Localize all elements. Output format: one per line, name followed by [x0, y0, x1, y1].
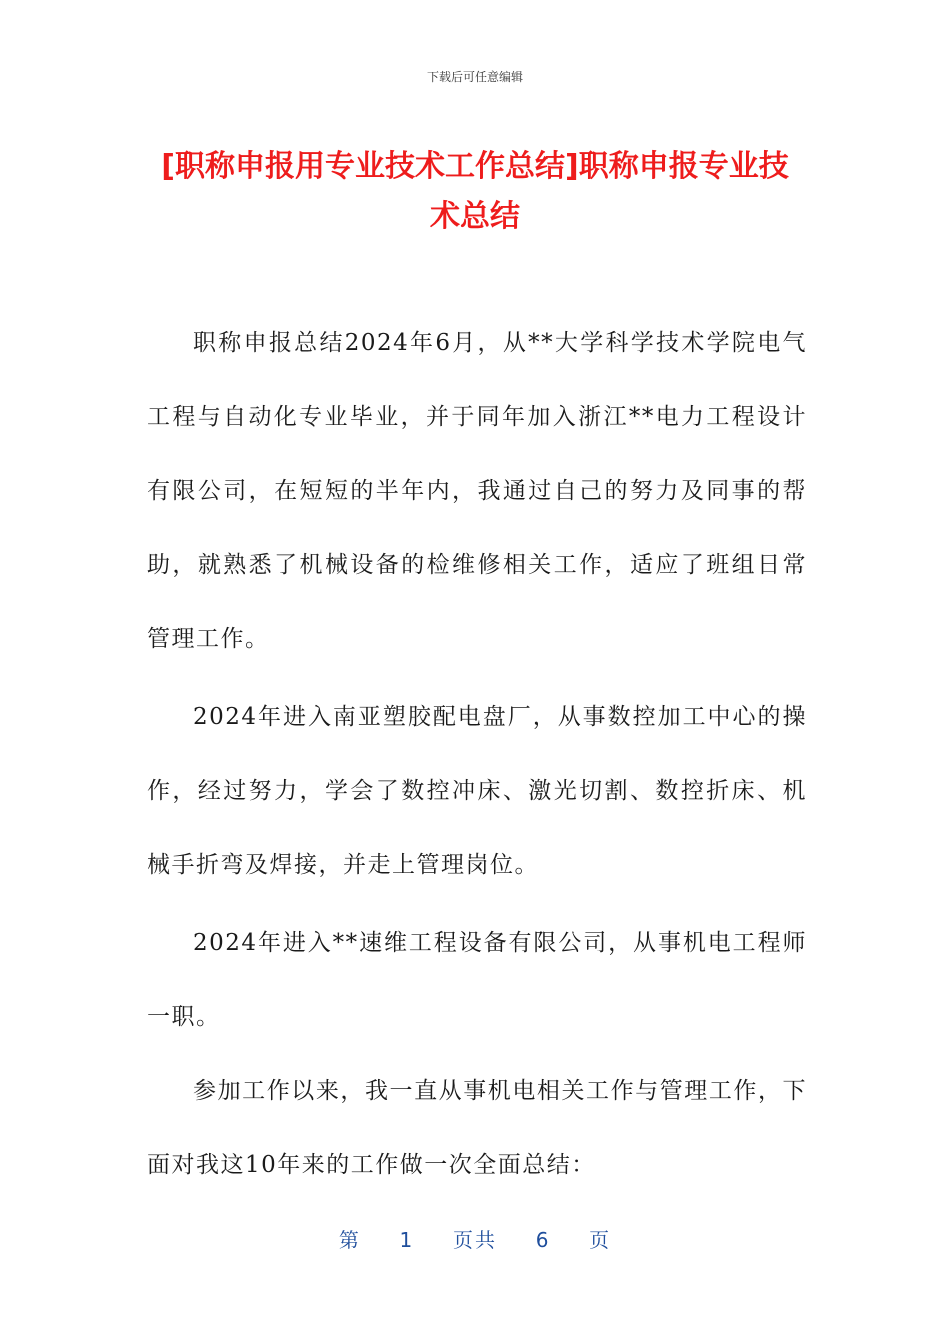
page-footer [0, 1224, 950, 1253]
paragraph-4: 参加工作以来，我一直从事机电相关工作与管理工作，下面对我这10年来的工作做一次全面总结： [147, 1078, 807, 1178]
footer-prefix: 第 [338, 1228, 361, 1252]
paragraph-1: 职称申报总结2024年6月，从**大学科学技术学院电气工程与自动化专业毕业，并于同年加入浙江**电力工程设计有限公司，在短短的半年内，我通过自己的努力及同事的帮助，就熟悉了机械设备的检维修相关工作，适应了班组日常管理工作。 [147, 330, 807, 652]
header-note: 下载后可任意编辑 [426, 70, 523, 84]
document-title: [职称申报用专业技术工作总结]职称申报专业技术总结 [161, 149, 789, 234]
paragraph-3: 2024年进入**速维工程设备有限公司，从事机电工程师一职。 [147, 930, 807, 1030]
footer-total-pages: 6 [535, 1228, 551, 1252]
footer-suffix: 页 [589, 1228, 612, 1252]
paragraph-2: 2024年进入南亚塑胶配电盘厂，从事数控加工中心的操作，经过努力，学会了数控冲床、激光切割、数控折床、机械手折弯及焊接，并走上管理岗位。 [147, 704, 807, 878]
footer-page-number: 1 [399, 1228, 415, 1252]
footer-middle: 页共 [453, 1228, 497, 1252]
